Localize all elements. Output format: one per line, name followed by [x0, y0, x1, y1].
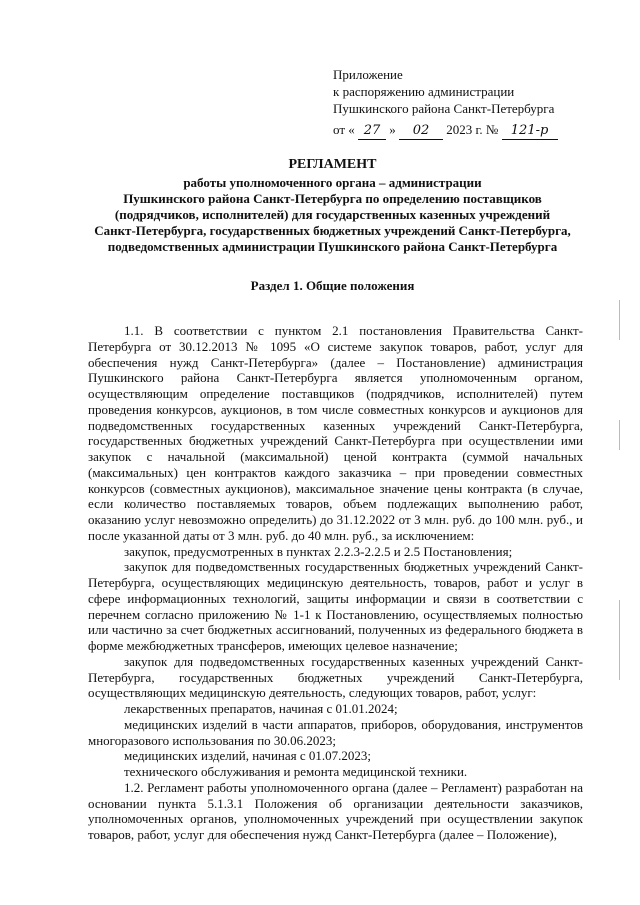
paragraph: 1.2. Регламент работы уполномоченного органа (далее – Регламент) разработан на основании пункта 5.1.3.1 Положения об организации деятельности заказчиков, уполномоченных органов, уполномоченных учреждений при осуществлении закупок товаров, работ, услуг для обеспечения нужд Санкт-Петербурга (далее – Положение),: [88, 779, 583, 842]
title-line-1: работы уполномоченного органа – администрации: [183, 175, 482, 190]
paragraph: закупок для подведомственных государственных казенных учреждений Санкт-Петербурга, государственных бюджетных учреждений Санкт-Петербурга, осуществляющих медицинскую деятельность, следующих товаров, работ, услуг:: [88, 653, 583, 701]
title-heading: РЕГЛАМЕНТ: [288, 157, 377, 172]
paragraph: медицинских изделий, начиная с 01.07.2023;: [124, 748, 371, 764]
appendix-line-3: Пушкинского района Санкт-Петербурга: [333, 101, 555, 116]
paragraph: 1.1. В соответствии с пунктом 2.1 постановления Правительства Санкт-Петербурга от 30.12.2013 № 1095 «О системе закупок товаров, работ, услуг для обеспечения нужд Санкт-Петербурга» (далее – Постановление) администрация Пушкинского района Санкт-Петербурга является уполномоченным органом, осуществляющим определение поставщиков (подрядчиков, исполнителей) путем проведения конкурсов, аукционов, в том числе совместных конкурсов и аукционов для подведомственных государственных казенных учреждений Санкт-Петербурга, государственных бюджетных учреждений Санкт-Петербурга при осуществлении ими закупок с начальной (максимальной) ценой контракта (суммой начальных (максимальных) цен контрактов каждого заказчика – при проведении совместных конкурсов (совместных аукционов), максимальное значение цены контракта (в случае, если количество поставляемых товаров, объем подлежащих выполнению работ, оказанию услуг невозможно определить) до 31.12.2022 от 3 млн. руб. до 100 млн. руб., и после указанной даты от 3 млн. руб. до 40 млн. руб., за исключением:: [88, 323, 583, 543]
paragraph: технического обслуживания и ремонта медицинской техники.: [124, 764, 468, 779]
title-line-3: (подрядчиков, исполнителей) для государственных казенных учреждений: [114, 207, 551, 222]
paragraph: закупок для подведомственных государственных бюджетных учреждений Санкт-Петербурга, осуществляющих медицинскую деятельность, товаров, работ и услуг в сфере информационных технологий, защиты информации и связи в соответствии с перечнем согласно приложению № 1-1 к Постановлению, осуществляемых полностью или частично за счет бюджетных ассигнований, полученных из федерального бюджета в форме межбюджетных трансферов, имеющих целевое назначение;: [88, 559, 583, 653]
scan-margin-line: [619, 300, 620, 340]
year-text: 2023 г. №: [446, 122, 499, 137]
appendix-line-1: Приложение: [333, 67, 403, 82]
date-separator: »: [389, 122, 396, 137]
handwritten-day: 27: [358, 122, 386, 140]
appendix-block: [333, 66, 558, 140]
paragraph: медицинских изделий в части аппаратов, приборов, оборудования, инструментов многоразового использования по 30.06.2023;: [88, 716, 583, 748]
title-line-4: Санкт-Петербурга, государственных бюджетных учреждений Санкт-Петербурга,: [94, 223, 571, 238]
scan-margin-line: [619, 600, 620, 680]
document-title: [70, 157, 595, 255]
handwritten-month: 02: [399, 122, 443, 140]
date-prefix: от «: [333, 122, 355, 137]
section-title: Раздел 1. Общие положения: [250, 278, 415, 293]
handwritten-order-number: 121-р: [502, 122, 558, 140]
appendix-line-2: к распоряжению администрации: [333, 84, 515, 99]
paragraph: закупок, предусмотренных в пунктах 2.2.3-2.2.5 и 2.5 Постановления;: [124, 543, 513, 559]
paragraph: лекарственных препаратов, начиная с 01.01.2024;: [124, 701, 398, 716]
title-line-2: Пушкинского района Санкт-Петербурга по определению поставщиков: [123, 191, 542, 206]
order-date-row: [333, 121, 558, 140]
document-body: [88, 323, 583, 843]
title-line-5: подведомственных администрации Пушкинского района Санкт-Петербурга: [107, 239, 558, 254]
scan-margin-line: [619, 420, 620, 450]
